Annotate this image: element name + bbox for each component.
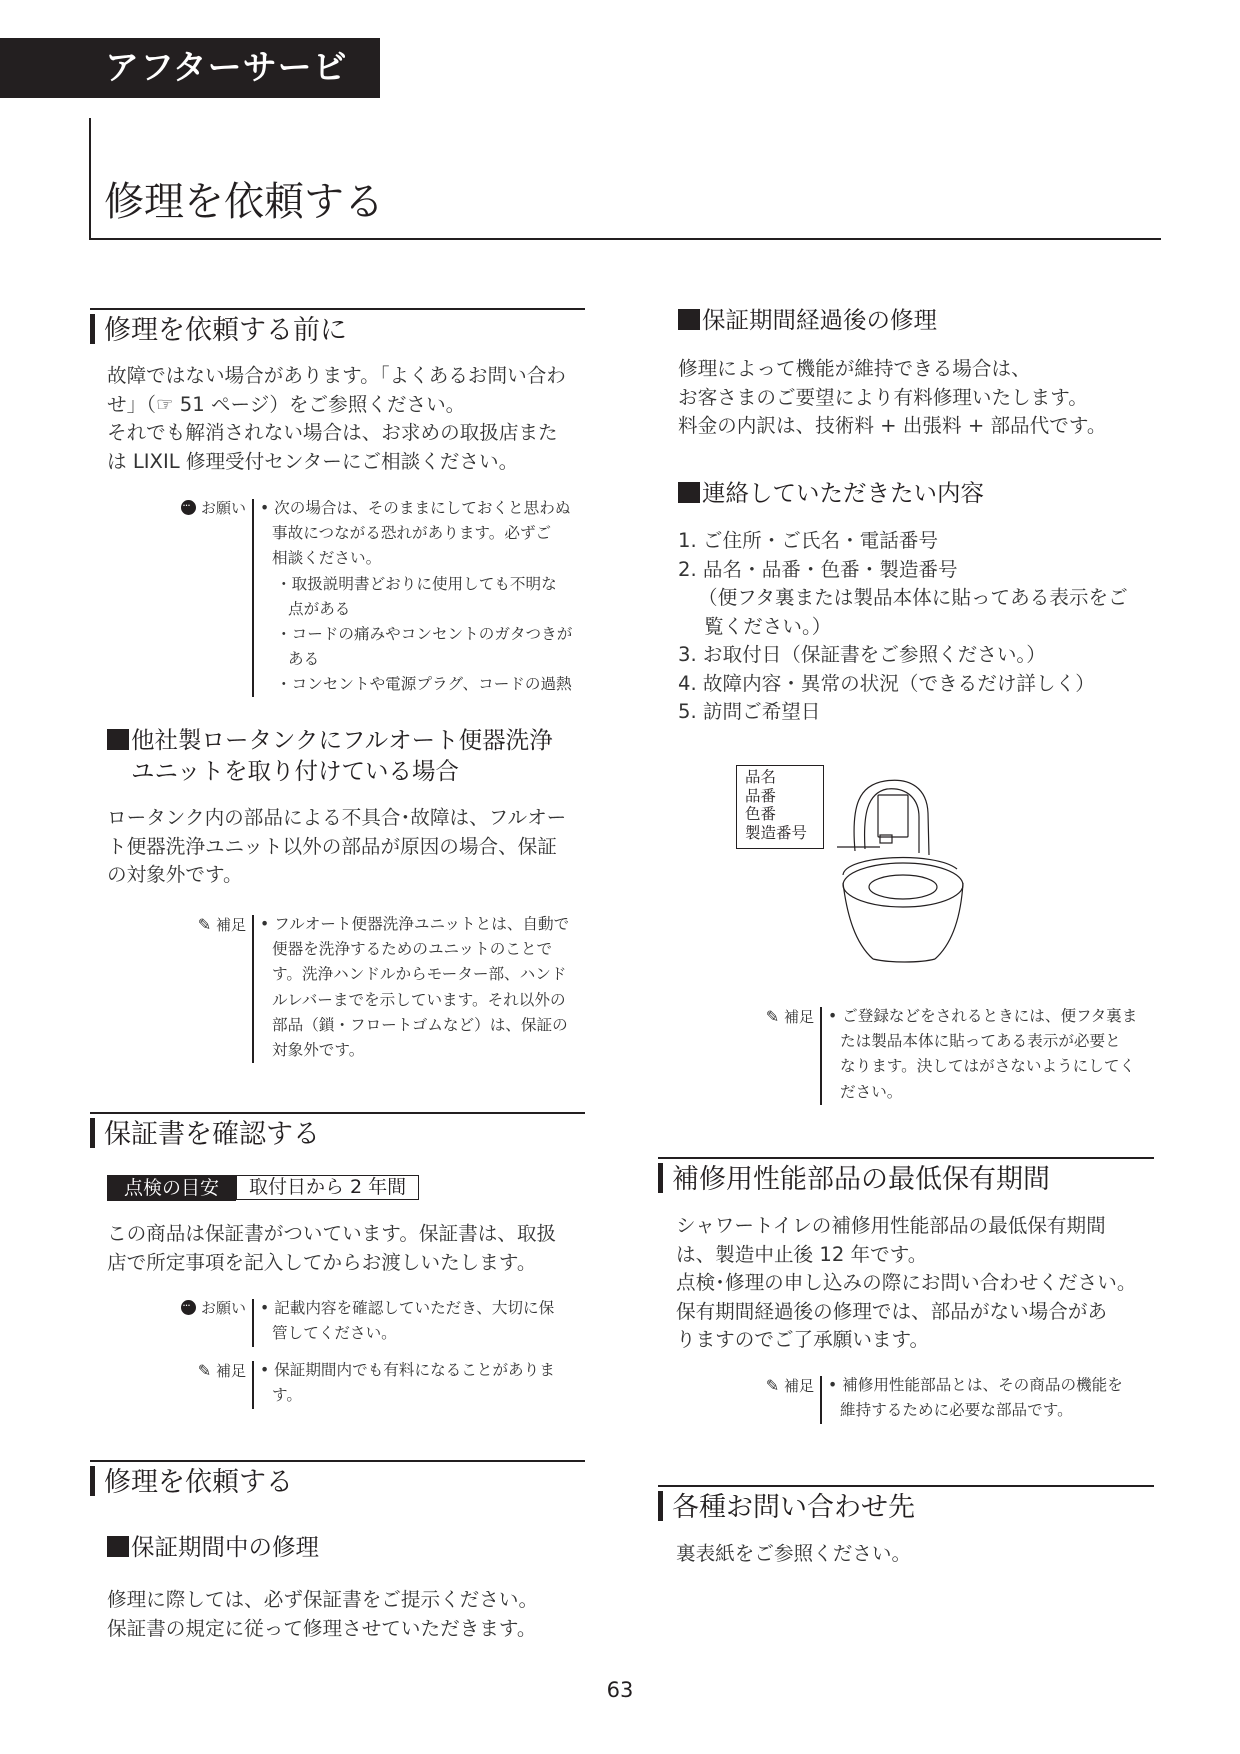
parts-period-body: シャワートイレの補修用性能部品の最低保有期間 は、製造中止後 12 年です。 点検･修理の申し込みの際にお問い合わせください。 保有期間経過後の修理では、部品がない場合があ りますのでご了承願います。 bbox=[676, 1214, 1137, 1351]
request-icon bbox=[181, 500, 196, 515]
note-rule bbox=[820, 1007, 822, 1105]
section-heading-before-repair bbox=[90, 308, 585, 344]
product-label-box: 品名 品番 色番 製造番号 bbox=[736, 765, 824, 849]
note-rule bbox=[252, 1361, 254, 1409]
inquiry-body: 裏表紙をご参照ください。 bbox=[676, 1542, 912, 1565]
section-heading-parts-period bbox=[658, 1157, 1154, 1193]
section-heading-text: 保証書を確認する bbox=[104, 1119, 320, 1150]
square-bullet-icon bbox=[678, 482, 700, 503]
title-rule-vertical bbox=[89, 118, 91, 240]
section-heading-request-repair bbox=[90, 1460, 585, 1496]
section-heading-text: 修理を依頼する前に bbox=[104, 315, 347, 346]
square-bullet-icon bbox=[107, 1536, 129, 1557]
page-title: 修理を依頼する bbox=[104, 179, 384, 225]
pencil-icon: ✎ bbox=[197, 915, 212, 934]
list-item: （便フタ裏または製品本体に貼ってある表示をご bbox=[698, 586, 1128, 609]
contact-info-list bbox=[678, 527, 1128, 727]
before-repair-note: • 次の場合は、そのままにしておくと思わぬ 事故につながる恐れがあります。必ずご 相談ください。 ・取扱説明書どおりに使用しても不明な 点がある ・コードの痛みやコンセントのガタつきが ある ・コンセントや電源プラグ、コードの過熱 bbox=[260, 499, 573, 694]
tag-label: 点検の目安 bbox=[107, 1175, 236, 1201]
note-label-request: ··· お願い bbox=[170, 1296, 246, 1321]
square-bullet-icon bbox=[678, 309, 700, 330]
request-icon bbox=[181, 1300, 196, 1315]
note-label-supplement: ✎ 補足 bbox=[738, 1373, 814, 1399]
square-bullet-icon bbox=[107, 729, 129, 750]
after-warranty-body: 修理によって機能が維持できる場合は、 お客さまのご要望により有料修理いたします。 料金の内訳は、技術料 + 出張料 + 部品代です。 bbox=[678, 357, 1107, 437]
note-label-supplement: ✎ 補足 bbox=[170, 912, 246, 938]
list-item: 2. 品名・品番・色番・製造番号 bbox=[678, 557, 958, 581]
section-heading-text: 修理を依頼する bbox=[104, 1467, 293, 1498]
warranty-body: この商品は保証書がついています。保証書は、取扱 店で所定事項を記入してからお渡しいたします。 bbox=[107, 1222, 557, 1274]
subheading-in-warranty: 保証期間中の修理 bbox=[107, 1532, 319, 1563]
section-heading-text: 補修用性能部品の最低保有期間 bbox=[672, 1164, 1050, 1195]
tag-value: 取付日から 2 年間 bbox=[236, 1175, 419, 1200]
warranty-note-request: • 記載内容を確認していただき、大切に保 管してください。 bbox=[260, 1299, 555, 1343]
list-item: 覧ください。） bbox=[704, 614, 832, 638]
other-tank-note: • フルオート便器洗浄ユニットとは、自動で 便器を洗浄するためのユニットのことで す。洗浄ハンドルからモーター部、ハンド ルレバーまでを示しています。それ以外の 部品（鎖・フロートゴムなど）は、保証の 対象外です。 bbox=[260, 915, 570, 1060]
list-item: 4. 故障内容・異常の状況（できるだけ詳しく） bbox=[678, 671, 1095, 695]
note-label-supplement: ✎ 補足 bbox=[170, 1358, 246, 1384]
section-banner: アフターサービス bbox=[0, 38, 380, 98]
subheading-after-warranty: 保証期間経過後の修理 bbox=[678, 305, 937, 336]
warranty-note-supplement: • 保証期間内でも有料になることがありま す。 bbox=[260, 1361, 555, 1405]
list-item: 3. お取付日（保証書をご参照ください。） bbox=[678, 643, 1046, 666]
note-rule bbox=[252, 1299, 254, 1347]
list-item: 1. ご住所・ご氏名・電話番号 bbox=[678, 529, 939, 552]
parts-period-note: • 補修用性能部品とは、その商品の機能を 維持するために必要な部品です。 bbox=[828, 1376, 1123, 1420]
pencil-icon: ✎ bbox=[765, 1376, 780, 1395]
section-heading-inquiry bbox=[658, 1485, 1154, 1521]
note-rule bbox=[252, 915, 254, 1063]
note-label-request: ··· お願い bbox=[170, 496, 246, 521]
pencil-icon: ✎ bbox=[765, 1007, 780, 1026]
contact-info-note: • ご登録などをされるときには、便フタ裏ま たは製品本体に貼ってある表示が必要と なります。決してはがさないようにしてく ださい。 bbox=[828, 1007, 1138, 1101]
section-heading-warranty bbox=[90, 1112, 585, 1148]
subheading-other-tank: 他社製ロータンクにフルオート便器洗浄 ユニットを取り付けている場合 bbox=[107, 725, 553, 787]
list-item: 5. 訪問ご希望日 bbox=[678, 700, 821, 723]
section-heading-text: 各種お問い合わせ先 bbox=[672, 1492, 915, 1523]
subheading-contact-info: 連絡していただきたい内容 bbox=[678, 478, 984, 509]
in-warranty-body: 修理に際しては、必ず保証書をご提示ください。 保証書の規定に従って修理させていただきます。 bbox=[107, 1588, 539, 1640]
title-rule-horizontal bbox=[89, 238, 1161, 240]
inspection-tag bbox=[107, 1175, 419, 1201]
page-number: 63 bbox=[606, 1678, 634, 1702]
pencil-icon: ✎ bbox=[197, 1361, 212, 1380]
other-tank-body: ロータンク内の部品による不具合･故障は、フルオー ト便器洗浄ユニット以外の部品が原因の場合、保証 の対象外です。 bbox=[107, 806, 567, 886]
note-rule bbox=[820, 1376, 822, 1424]
note-rule bbox=[252, 499, 254, 697]
note-label-supplement: ✎ 補足 bbox=[738, 1004, 814, 1030]
before-repair-body: 故障ではない場合があります。「よくあるお問い合わ せ」（☞ 51 ページ）をご参照ください。 それでも解消されない場合は、お求めの取扱店また は LIXIL 修理受付センターにご相談ください。 bbox=[107, 364, 566, 473]
